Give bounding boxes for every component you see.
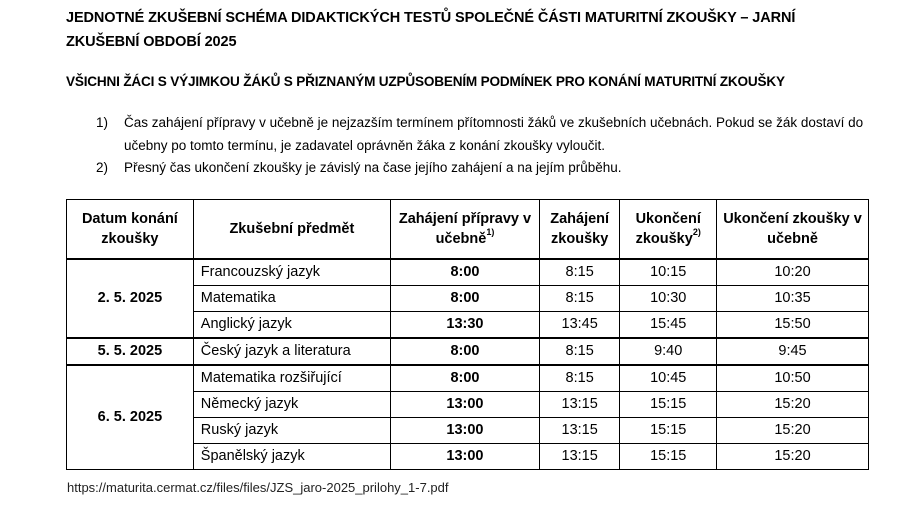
header-prep-start <box>391 200 540 260</box>
subject-cell: Ruský jazyk <box>193 418 390 444</box>
header-exam-start: Zahájení zkoušky <box>539 200 620 260</box>
note-text: Čas zahájení přípravy v učebně je nejzazším termínem přítomnosti žáků ve zkušebních učebnách. Pokud se žák dostaví do učebny po tomto termínu, je zadavatel oprávněn žáka z konání zkoušky vyloučit. <box>124 115 864 153</box>
end-time-cell: 15:15 <box>620 444 717 470</box>
prep-time-cell: 8:00 <box>391 259 540 286</box>
end-room-time-cell: 15:50 <box>717 312 869 339</box>
subject-cell: Český jazyk a literatura <box>193 338 390 365</box>
end-time-cell: 9:40 <box>620 338 717 365</box>
prep-time-cell: 13:00 <box>391 418 540 444</box>
date-cell: 2. 5. 2025 <box>67 259 194 338</box>
date-cell: 6. 5. 2025 <box>67 365 194 470</box>
source-url: https://maturita.cermat.cz/files/files/JZS_jaro-2025_prilohy_1-7.pdf <box>67 480 449 495</box>
start-time-cell: 8:15 <box>539 338 620 365</box>
note-item <box>66 157 876 180</box>
header-subject: Zkušební předmět <box>193 200 390 260</box>
footnote-ref-1: 1) <box>486 227 495 238</box>
end-room-time-cell: 15:20 <box>717 444 869 470</box>
start-time-cell: 13:15 <box>539 418 620 444</box>
header-exam-end-label: Ukončení zkoušky <box>635 211 701 247</box>
end-room-time-cell: 15:20 <box>717 392 869 418</box>
end-room-time-cell: 9:45 <box>717 338 869 365</box>
exam-schedule-table <box>66 199 869 470</box>
notes-list <box>66 112 876 180</box>
prep-time-cell: 8:00 <box>391 286 540 312</box>
subject-cell: Francouzský jazyk <box>193 259 390 286</box>
footnote-ref-2: 2) <box>692 227 701 238</box>
start-time-cell: 13:45 <box>539 312 620 339</box>
start-time-cell: 13:15 <box>539 444 620 470</box>
prep-time-cell: 13:00 <box>391 392 540 418</box>
document-title-line-2: ZKUŠEBNÍ OBDOBÍ 2025 <box>66 34 237 50</box>
header-prep-start-label: Zahájení přípravy v učebně <box>398 211 532 247</box>
table-body <box>67 259 869 470</box>
end-room-time-cell: 10:20 <box>717 259 869 286</box>
subject-cell: Matematika rozšiřující <box>193 365 390 392</box>
end-room-time-cell: 10:50 <box>717 365 869 392</box>
subject-cell: Matematika <box>193 286 390 312</box>
end-time-cell: 15:45 <box>620 312 717 339</box>
end-room-time-cell: 15:20 <box>717 418 869 444</box>
subject-cell: Španělský jazyk <box>193 444 390 470</box>
note-number: 1) <box>96 115 109 130</box>
start-time-cell: 8:15 <box>539 365 620 392</box>
end-time-cell: 10:15 <box>620 259 717 286</box>
end-time-cell: 15:15 <box>620 392 717 418</box>
end-room-time-cell: 10:35 <box>717 286 869 312</box>
note-text: Přesný čas ukončení zkoušky je závislý na čase jejího zahájení a na jejím průběhu. <box>124 160 622 175</box>
prep-time-cell: 8:00 <box>391 365 540 392</box>
start-time-cell: 8:15 <box>539 259 620 286</box>
document-title-line-1: JEDNOTNÉ ZKUŠEBNÍ SCHÉMA DIDAKTICKÝCH TESTŮ SPOLEČNÉ ČÁSTI MATURITNÍ ZKOUŠKY – JARNÍ <box>66 10 796 26</box>
date-cell: 5. 5. 2025 <box>67 338 194 365</box>
header-exam-end <box>620 200 717 260</box>
table-row <box>67 259 869 286</box>
note-number: 2) <box>96 160 109 175</box>
end-time-cell: 10:30 <box>620 286 717 312</box>
document-title <box>66 6 866 54</box>
table-row <box>67 365 869 392</box>
end-time-cell: 15:15 <box>620 418 717 444</box>
document-subtitle: VŠICHNI ŽÁCI S VÝJIMKOU ŽÁKŮ S PŘIZNANÝM UZPŮSOBENÍM PODMÍNEK PRO KONÁNÍ MATURITNÍ ZKOUŠKY <box>66 74 785 89</box>
header-date: Datum konání zkoušky <box>67 200 194 260</box>
start-time-cell: 8:15 <box>539 286 620 312</box>
header-exam-end-room: Ukončení zkoušky v učebně <box>717 200 869 260</box>
end-time-cell: 10:45 <box>620 365 717 392</box>
subject-cell: Anglický jazyk <box>193 312 390 339</box>
subject-cell: Německý jazyk <box>193 392 390 418</box>
note-item <box>66 112 876 157</box>
prep-time-cell: 13:30 <box>391 312 540 339</box>
prep-time-cell: 13:00 <box>391 444 540 470</box>
table-header-row <box>67 200 869 260</box>
start-time-cell: 13:15 <box>539 392 620 418</box>
prep-time-cell: 8:00 <box>391 338 540 365</box>
table-row <box>67 338 869 365</box>
